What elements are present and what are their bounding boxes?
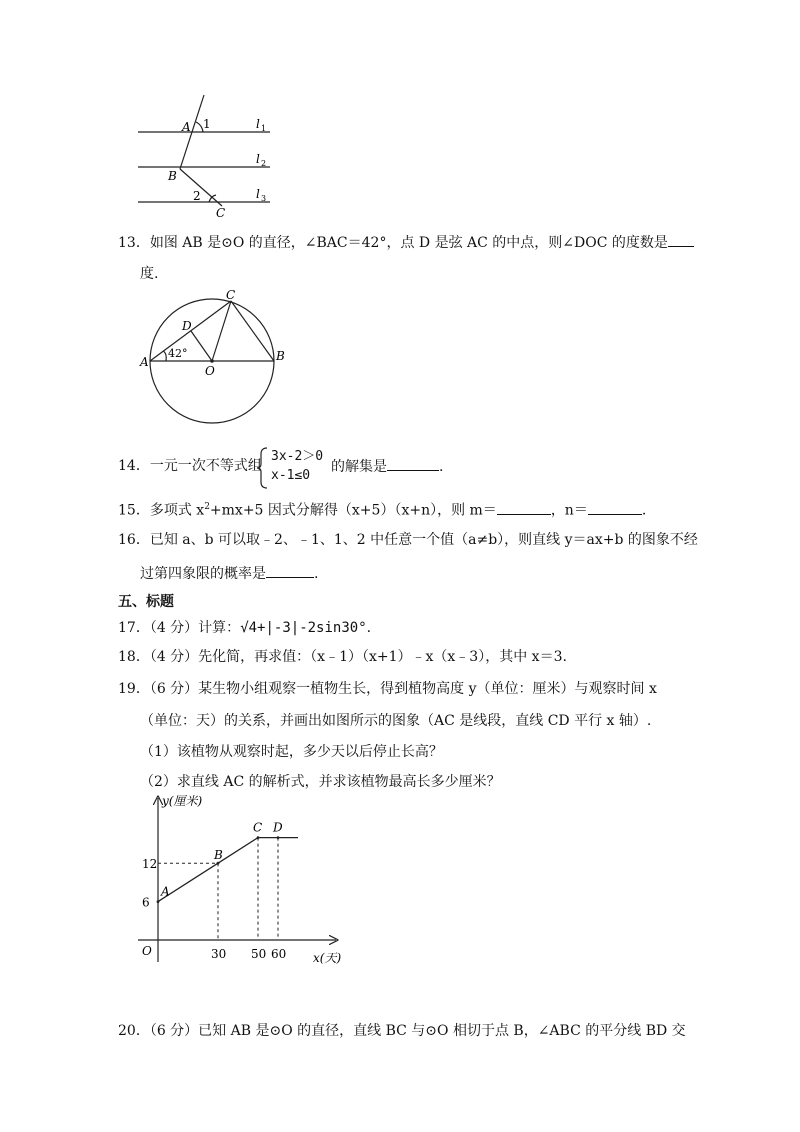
question-16-line2: 过第四象限的概率是 . (140, 563, 318, 584)
label-l3-sub: 3 (261, 194, 267, 203)
section-title: 五、标题 (118, 594, 174, 610)
question-13-line2: 度. (140, 266, 159, 282)
figure-circle (136, 286, 296, 424)
question-15: 15．多项式 $x^2+mx+5$ 因式分解得（x+5）（x+n），则 m＝ ，n＝ . (118, 497, 646, 521)
center-point-O (210, 359, 214, 363)
label-l2: l (256, 152, 260, 166)
label-l1: l (256, 117, 260, 131)
point-label-A: A (161, 884, 170, 899)
question-17: 17．（4 分）计算：√4+|-3|-2sin30°. (118, 620, 372, 636)
question-19-line2: （单位：天）的关系，并画出如图所示的图象（AC 是线段，直线 CD 平行 x 轴）. (140, 713, 652, 729)
label-B: B (276, 349, 285, 363)
question-16: 16．已知 a、b 可以取﹣2、﹣1、1、2 中任意一个值（a≠b），则直线 y＝ax+b 的图象不经 (118, 532, 698, 548)
question-text: 如图 AB 是⊙O 的直径，∠BAC＝42°，点 D 是弦 AC 的中点，则∠DOC 的度数是 (149, 235, 668, 251)
figure-parallel-lines (130, 92, 290, 222)
angle-42-arc (163, 351, 166, 361)
point-A (157, 900, 160, 903)
y-axis-label: y(厘米) (162, 794, 203, 808)
inequality-2: x-1≤0 (271, 468, 311, 483)
angle-1-arc (196, 122, 203, 132)
chord-BC (231, 301, 274, 361)
inequality-1: 3x-2＞0 (271, 449, 324, 464)
question-text: 的解集是 (331, 459, 387, 475)
answer-blank-m[interactable] (497, 500, 551, 515)
question-number: 20． (118, 1023, 150, 1039)
question-number: 19． (118, 681, 150, 697)
question-14 (118, 456, 262, 476)
question-19-sub2: （2）求直线 AC 的解析式，并求该植物最高长多少厘米？ (140, 774, 501, 790)
label-B: B (168, 169, 177, 183)
label-C: C (216, 206, 226, 220)
label-angle-42: 42° (168, 347, 188, 360)
label-angle-2: 2 (193, 189, 201, 203)
x-tick-label: 60 (271, 947, 287, 961)
label-A: A (182, 120, 191, 134)
question-20: 20．（6 分）已知 AB 是⊙O 的直径，直线 BC 与⊙O 相切于点 B，∠ABC 的平分线 BD 交 (118, 1023, 686, 1039)
answer-blank[interactable] (266, 563, 314, 578)
point-label-D: D (273, 820, 283, 835)
y-tick-label: 6 (142, 895, 150, 910)
point-label-B: B (214, 848, 223, 863)
question-14-tail: 的解集是 . (331, 456, 443, 477)
label-C: C (226, 288, 236, 302)
sqrt-expression: √4 (240, 620, 258, 636)
question-text: 一元一次不等式组 (149, 458, 262, 474)
label-D: D (182, 319, 192, 333)
label-A: A (140, 355, 149, 369)
answer-blank[interactable] (387, 456, 439, 471)
label-l1-sub: 1 (261, 124, 267, 133)
question-number: 13． (118, 235, 150, 251)
segment-BC (180, 169, 222, 206)
question-number: 16． (118, 532, 150, 548)
label-angle-1: 1 (203, 117, 211, 131)
answer-blank[interactable] (668, 232, 694, 247)
x-tick-label: 30 (211, 947, 227, 961)
answer-blank-n[interactable] (588, 500, 642, 515)
brace-icon (255, 446, 269, 490)
x-axis-label: x(天) (313, 951, 342, 965)
question-number: 17． (118, 620, 150, 636)
question-13 (118, 232, 694, 253)
question-number: 14． (118, 458, 150, 474)
question-19: 19．（6 分）某生物小组观察一植物生长，得到植物高度 y（单位：厘米）与观察时间 x (118, 681, 657, 697)
origin-label: O (142, 944, 152, 958)
series-line (158, 838, 298, 902)
question-number: 18． (118, 649, 150, 665)
question-number: 15． (118, 502, 150, 519)
growth-chart (130, 792, 360, 972)
label-l2-sub: 2 (261, 159, 267, 168)
y-tick-label: 12 (142, 857, 158, 872)
label-l3: l (256, 187, 260, 201)
segment-OD (191, 331, 212, 361)
point-label-C: C (253, 820, 263, 835)
x-tick-label: 50 (251, 947, 267, 961)
question-19-sub1: （1）该植物从观察时起，多少天以后停止长高？ (140, 744, 443, 760)
radius-OC (212, 301, 231, 361)
label-O: O (205, 364, 215, 378)
question-18: 18．（4 分）先化简，再求值：（x﹣1）（x+1）﹣x（x﹣3），其中 x＝3. (118, 649, 567, 665)
